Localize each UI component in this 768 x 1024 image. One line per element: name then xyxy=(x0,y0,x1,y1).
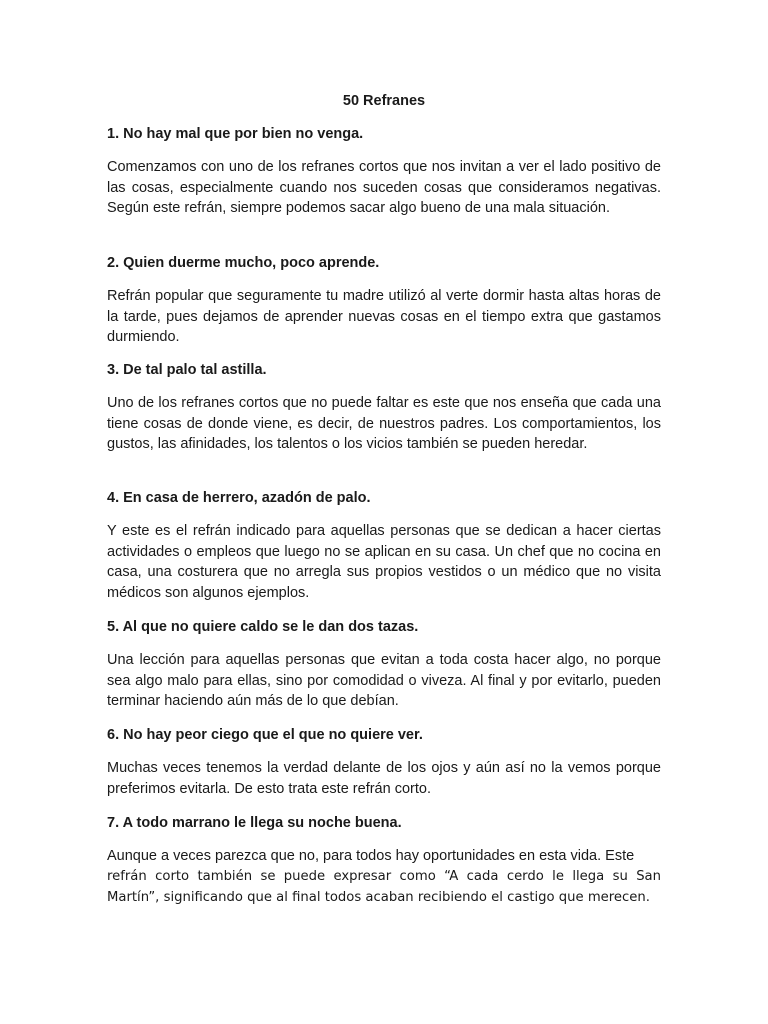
section-heading-1: 1. No hay mal que por bien no venga. xyxy=(107,126,364,142)
section-heading-5: 5. Al que no quiere caldo se le dan dos tazas. xyxy=(107,619,419,635)
section-body-2: Refrán popular que seguramente tu madre utilizó al verte dormir hasta altas horas de la tarde, pues dejamos de aprender nuevas cosas en el tiempo extra que gastamos durmiendo. xyxy=(107,288,661,346)
section-heading-7: 7. A todo marrano le llega su noche buena. xyxy=(107,815,402,831)
document-title: 50 Refranes xyxy=(342,93,426,109)
section-heading-3: 3. De tal palo tal astilla. xyxy=(107,362,267,378)
section-body-7-line1: Aunque a veces parezca que no, para todos hay oportunidades en esta vida. Este xyxy=(107,848,635,864)
section-heading-2: 2. Quien duerme mucho, poco aprende. xyxy=(107,255,380,271)
section-heading-6: 6. No hay peor ciego que el que no quiere ver. xyxy=(107,727,423,743)
section-body-3: Uno de los refranes cortos que no puede faltar es este que nos enseña que cada una tiene cosas de donde viene, es decir, de nuestros padres. Los comportamientos, los gustos, las afinidades, los talentos o los vicios también se pueden heredar. xyxy=(107,395,661,453)
section-body-4: Y este es el refrán indicado para aquellas personas que se dedican a hacer ciertas actividades o empleos que luego no se aplican en su casa. Un chef que no cocina en casa, una costurera que no arregla sus propios vestidos o un médico que no visita médicos son algunos ejemplos. xyxy=(107,523,661,601)
section-body-1: Comenzamos con uno de los refranes cortos que nos invitan a ver el lado positivo de las cosas, especialmente cuando nos suceden cosas que consideramos negativas. Según este refrán, siempre podemos sacar algo bueno de una mala situación. xyxy=(107,159,661,217)
section-heading-4: 4. En casa de herrero, azadón de palo. xyxy=(107,490,371,506)
section-body-6: Muchas veces tenemos la verdad delante de los ojos y aún así no la vemos porque preferimos evitarla. De esto trata este refrán corto. xyxy=(107,760,661,797)
section-body-7-rest: refrán corto también se puede expresar como “A cada cerdo le llega su San Martín”, significando que al final todos acaban recibiendo el castigo que merecen. xyxy=(107,869,661,905)
section-body-5: Una lección para aquellas personas que evitan a toda costa hacer algo, no porque sea algo malo para ellas, sino por comodidad o viveza. Al final y por evitarlo, pueden terminar haciendo aún más de lo que debían. xyxy=(107,652,661,710)
